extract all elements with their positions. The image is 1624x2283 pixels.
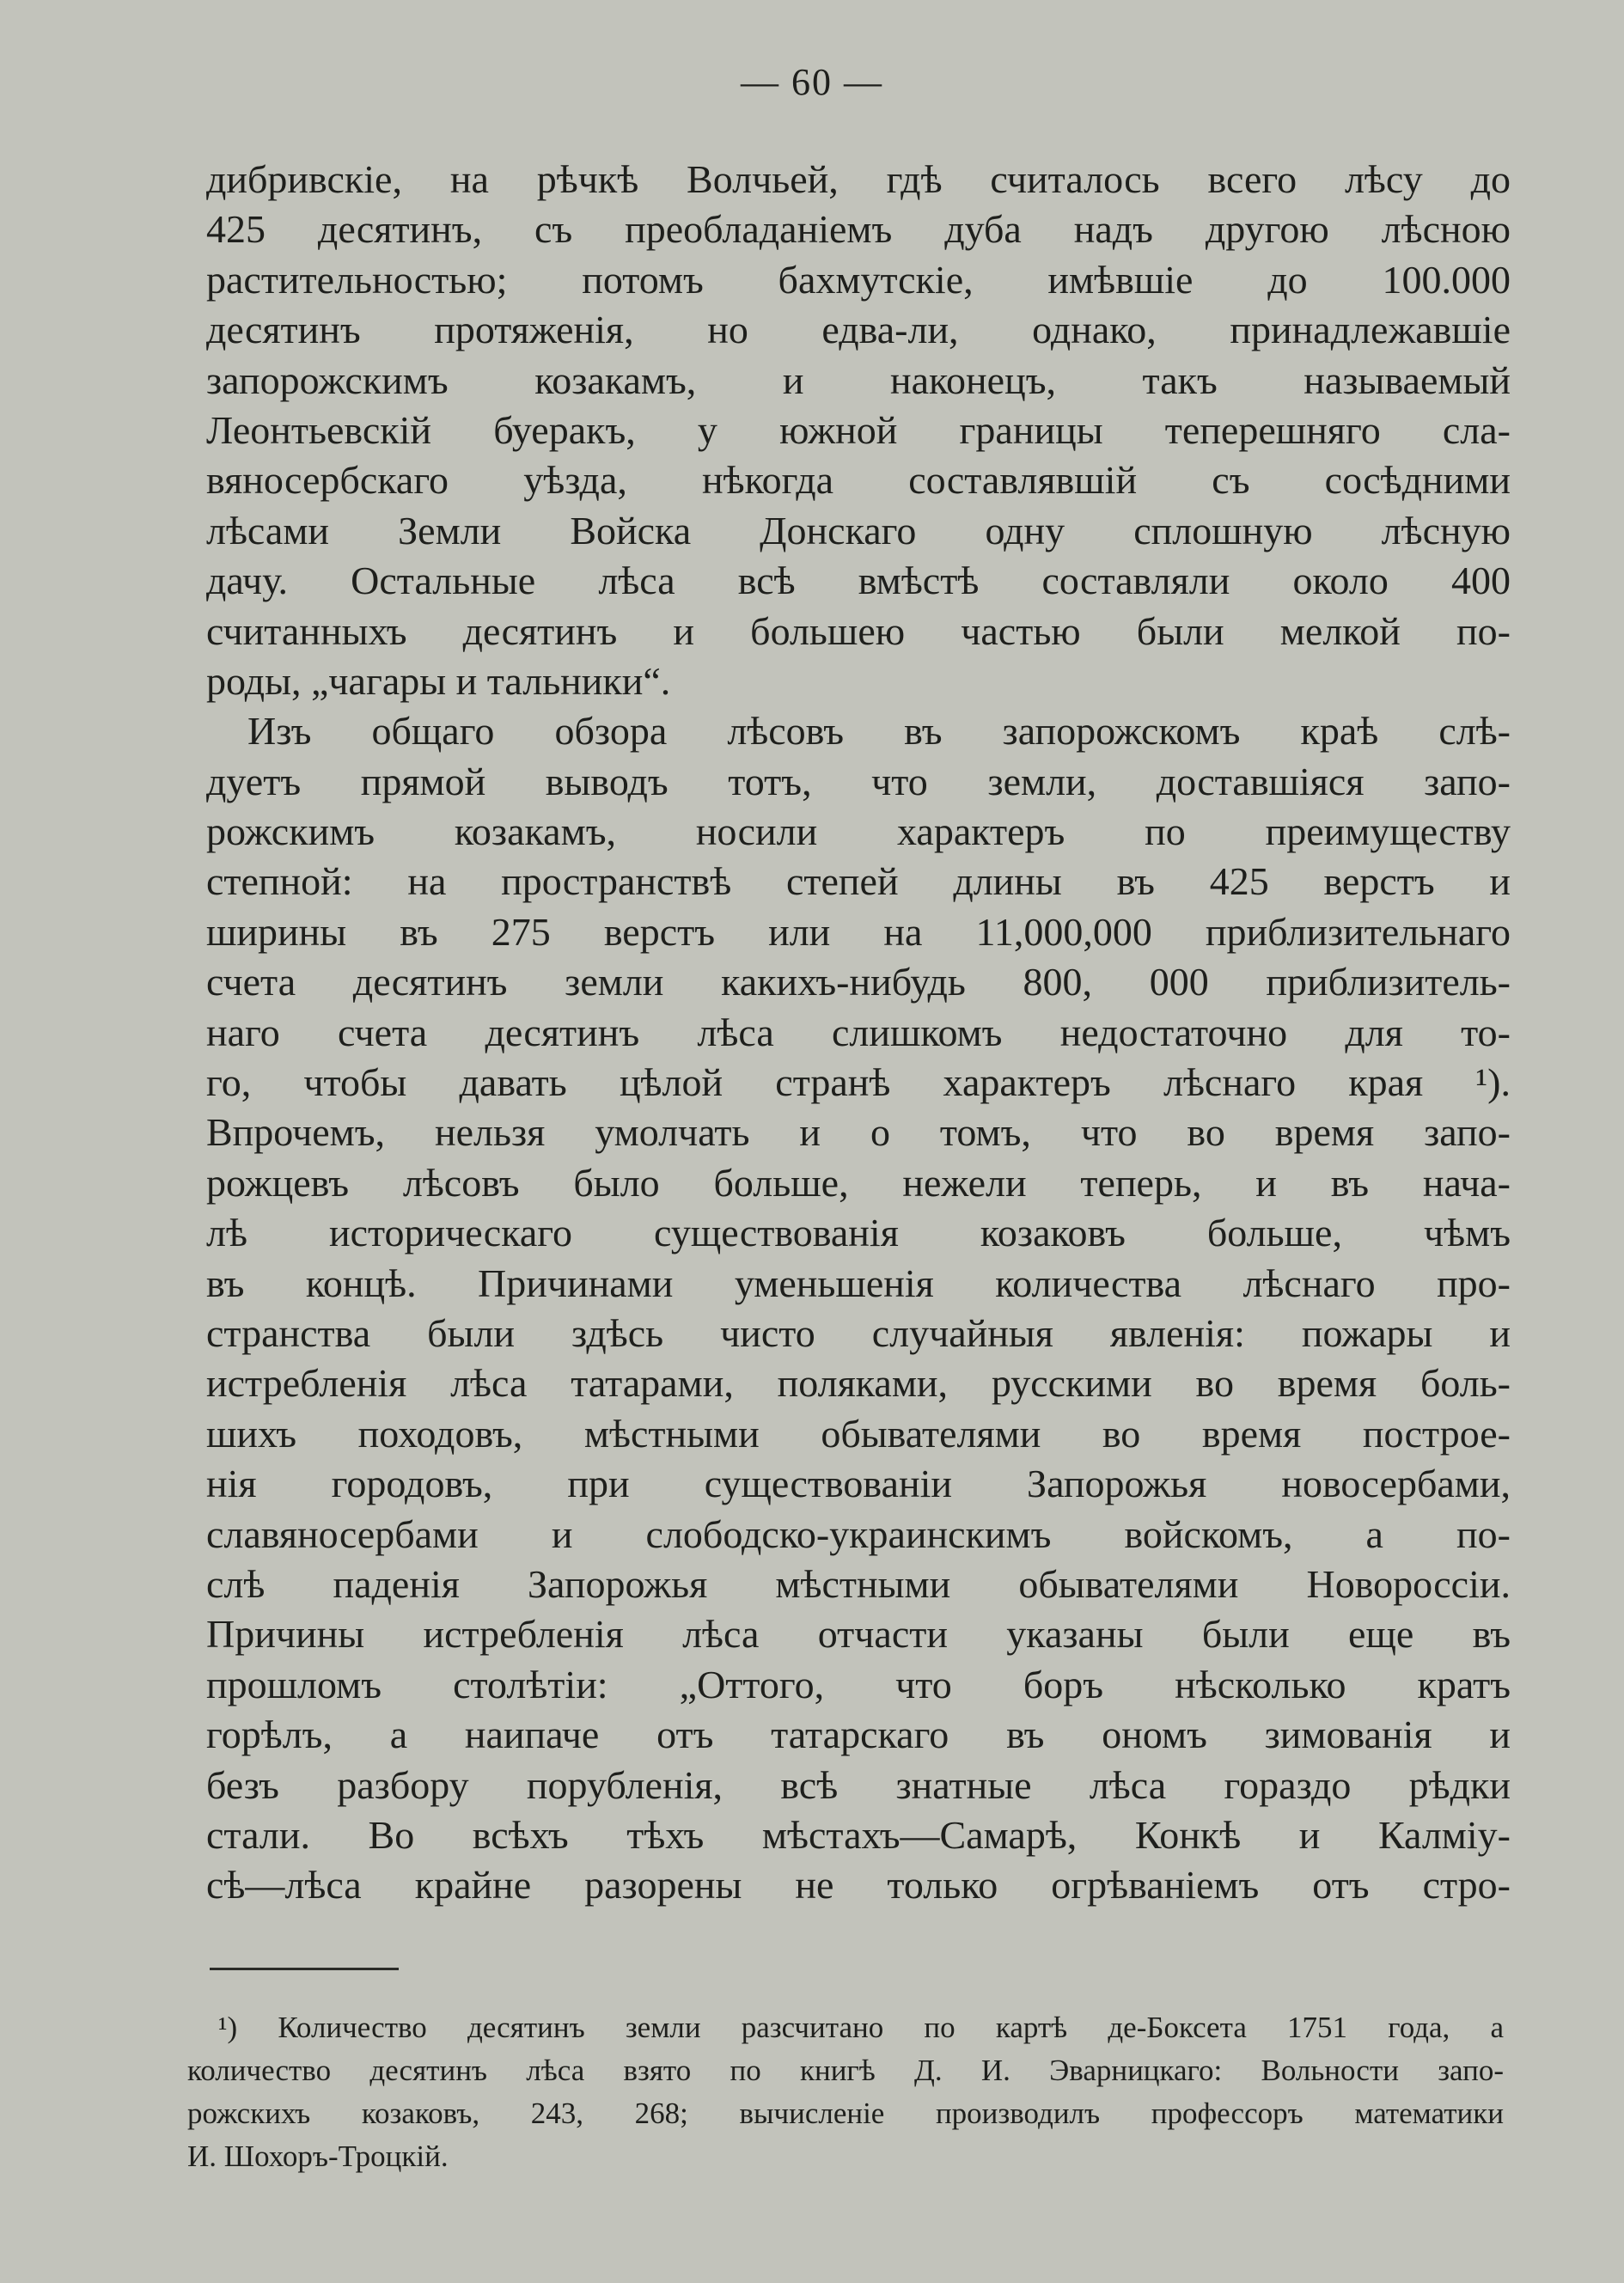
text-line: слѣ паденія Запорожья мѣстными обывателями Новороссіи. xyxy=(206,1561,1511,1606)
text-line: наго счета десятинъ лѣса слишкомъ недостаточно для то- xyxy=(206,1010,1511,1054)
page-number: — 60 — xyxy=(741,61,883,103)
text-line: Впрочемъ, нельзя умолчать и о томъ, что во время запо- xyxy=(206,1110,1511,1155)
text-line: роды, „чагары и тальники“. xyxy=(206,658,671,703)
text-line: лѣсами Земли Войска Донскаго одну сплошную лѣсную xyxy=(206,508,1511,552)
text-line: дуетъ прямой выводъ тотъ, что земли, доставшіяся запо- xyxy=(206,759,1511,803)
text-line: вяносербскаго уѣзда, нѣкогда составлявшій съ сосѣдними xyxy=(206,458,1511,503)
text-line: нія городовъ, при существованіи Запорожья новосербами, xyxy=(206,1462,1511,1506)
text-line: считанныхъ десятинъ и большею частью были мелкой по- xyxy=(206,608,1511,653)
text-line: лѣ историческаго существованія козаковъ больше, чѣмъ xyxy=(206,1211,1511,1255)
text-line: Леонтьевскій буеракъ, у южной границы теперешняго сла- xyxy=(206,407,1511,452)
text-line: сѣ—лѣса крайне разорены не только огрѣваніемъ отъ стро- xyxy=(206,1863,1511,1908)
text-line: странства были здѣсь чисто случайныя явленія: пожары и xyxy=(206,1310,1511,1355)
text-line: рожскимъ козакамъ, носили характеръ по преимуществу xyxy=(206,809,1511,854)
text-line: Причины истребленія лѣса отчасти указаны были еще въ xyxy=(206,1612,1511,1657)
footnote-line: ¹) Количество десятинъ земли разсчитано по картѣ де-Боксета 1751 года, а xyxy=(218,2011,1504,2044)
text-line: дибривскіе, на рѣчкѣ Волчьей, гдѣ считалось всего лѣсу до xyxy=(206,157,1511,201)
text-line: ширины въ 275 верстъ или на 11,000,000 приблизительнаго xyxy=(206,909,1511,954)
text-line: го, чтобы давать цѣлой странѣ характеръ лѣснаго края ¹). xyxy=(206,1060,1511,1105)
text-line: счета десятинъ земли какихъ-нибудь 800, 000 приблизитель- xyxy=(206,960,1511,1004)
text-line: безъ разбору порубленія, всѣ знатные лѣса гораздо рѣдки xyxy=(206,1762,1511,1807)
text-line: прошломъ столѣтіи: „Оттого, что боръ нѣсколько кратъ xyxy=(206,1662,1511,1706)
text-line: растительностью; потомъ бахмутскіе, имѣвшіе до 100.000 xyxy=(206,257,1511,302)
footnote xyxy=(187,2006,1504,2178)
paragraph xyxy=(206,706,1511,1910)
footnote-divider xyxy=(210,1968,399,1970)
text-line: запорожскимъ козакамъ, и наконецъ, такъ называемый xyxy=(206,357,1511,402)
text-line: дачу. Остальные лѣса всѣ вмѣстѣ составляли около 400 xyxy=(206,559,1511,603)
footnote-line: И. Шохоръ-Троцкій. xyxy=(187,2140,449,2173)
paragraph xyxy=(206,155,1511,706)
text-line: десятинъ протяженія, но едва-ли, однако, принадлежавшіе xyxy=(206,308,1511,352)
text-line: 425 десятинъ, съ преобладаніемъ дуба надъ другою лѣсною xyxy=(206,207,1511,252)
text-line: въ концѣ. Причинами уменьшенія количества лѣснаго про- xyxy=(206,1261,1511,1305)
text-line: стали. Во всѣхъ тѣхъ мѣстахъ—Самарѣ, Конкѣ и Калміу- xyxy=(206,1812,1511,1857)
main-text xyxy=(206,155,1511,1911)
text-line: горѣлъ, а наипаче отъ татарскаго въ ономъ зимованія и xyxy=(206,1712,1511,1757)
text-line: Изъ общаго обзора лѣсовъ въ запорожскомъ краѣ слѣ- xyxy=(247,709,1511,754)
text-line: истребленія лѣса татарами, поляками, русскими во время боль- xyxy=(206,1361,1511,1406)
text-line: шихъ походовъ, мѣстными обывателями во время построе- xyxy=(206,1411,1511,1456)
footnote-line: количество десятинъ лѣса взято по книгѣ Д. И. Эварницкаго: Вольности запо- xyxy=(187,2054,1504,2087)
text-line: рожцевъ лѣсовъ было больше, нежели теперь, и въ нача- xyxy=(206,1160,1511,1205)
footnote-line: рожскихъ козаковъ, 243, 268; вычисленіе производилъ профессоръ математики xyxy=(187,2097,1504,2130)
text-line: степной: на пространствѣ степей длины въ 425 верстъ и xyxy=(206,859,1511,904)
text-line: славяносербами и слободско-украинскимъ войскомъ, а по- xyxy=(206,1511,1511,1556)
